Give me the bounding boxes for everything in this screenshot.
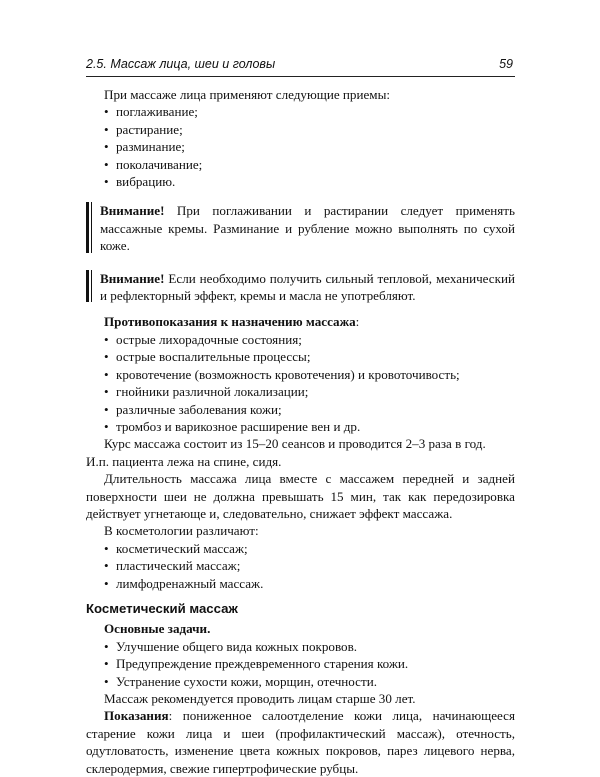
duration-paragraph: Длительность массажа лица вместе с массажем передней и задней поверхности шеи не должна превышать 15 мин, так как передозировка действует угнетающе и, следовательно, снижает эффект массажа.	[86, 471, 515, 521]
list-item: • Устранение сухости кожи, морщин, отечности.	[104, 673, 377, 689]
bullet-icon: •	[104, 104, 109, 120]
page-number: 59	[499, 57, 513, 71]
bullet-icon: •	[104, 139, 109, 155]
list-item: • вибрацию.	[104, 174, 176, 190]
contraindications-list	[86, 331, 515, 435]
bullet-icon: •	[104, 418, 109, 434]
list-item: • растирание;	[104, 121, 183, 137]
list-item: • поколачивание;	[104, 156, 203, 172]
bullet-icon: •	[104, 656, 109, 672]
page-body	[86, 86, 515, 777]
intro-lead: При массаже лица применяют следующие приемы:	[104, 87, 391, 102]
bullet-icon: •	[104, 558, 109, 574]
list-item: • косметический массаж;	[104, 540, 248, 556]
position-line: И.п. пациента лежа на спине, сидя.	[86, 453, 282, 469]
list-item: • Предупреждение преждевременного старения кожи.	[104, 656, 409, 672]
bullet-icon: •	[104, 174, 109, 190]
tasks-list	[86, 638, 515, 690]
attention-note	[86, 202, 515, 254]
bullet-icon: •	[104, 331, 109, 347]
age-line: Массаж рекомендуется проводить лицам старше 30 лет.	[104, 691, 416, 706]
section-title-header: 2.5. Массаж лица, шеи и головы	[86, 57, 276, 71]
bullet-icon: •	[104, 673, 109, 689]
list-item: • поглаживание;	[104, 104, 198, 120]
note-text: Если необходимо получить сильный тепловой, механический и рефлекторный эффект, кремы и масла не употребляют.	[100, 270, 515, 304]
bullet-icon: •	[104, 540, 109, 556]
note-label: Внимание!	[100, 203, 165, 219]
bullet-icon: •	[104, 638, 109, 654]
list-item: • тромбоз и варикозное расширение вен и др.	[104, 418, 361, 434]
contraindications-heading: Противопоказания к назначению массажа:	[104, 314, 360, 330]
bullet-icon: •	[104, 121, 109, 137]
note-text: При поглаживании и растирании следует применять массажные кремы. Разминание и рубление можно выполнять по сухой коже.	[100, 203, 515, 254]
list-item: • острые воспалительные процессы;	[104, 349, 311, 365]
bullet-icon: •	[104, 156, 109, 172]
running-header	[86, 56, 515, 77]
bullet-icon: •	[104, 349, 109, 365]
list-item: • острые лихорадочные состояния;	[104, 331, 302, 347]
cosmetology-lead: В косметологии различают:	[104, 523, 259, 539]
list-item: • различные заболевания кожи;	[104, 401, 282, 417]
tasks-heading: Основные задачи.	[104, 621, 211, 637]
bullet-icon: •	[104, 575, 109, 591]
indications-label: Показания	[104, 708, 169, 724]
cosmetic-massage-title: Косметический массаж	[86, 600, 238, 616]
bullet-icon: •	[104, 401, 109, 417]
list-item: • гнойники различной локализации;	[104, 384, 309, 400]
attention-note	[86, 270, 515, 305]
massage-types-list	[86, 540, 515, 592]
note-bar	[91, 202, 92, 252]
list-item: • Улучшение общего вида кожных покровов.	[104, 638, 358, 654]
list-item: • кровотечение (возможность кровотечения) и кровоточивость;	[104, 366, 460, 382]
bullet-icon: •	[104, 366, 109, 382]
bullet-icon: •	[104, 384, 109, 400]
indications-text: : пониженное салоотделение кожи лица, начинающееся старение кожи лица и шеи (профилактический массаж), отечность, одутловатость, изменение цвета кожных покровов, парез лицевого нерва, склеродермия, свежие гипертрофические рубцы.	[86, 708, 515, 776]
list-item: • лимфодренажный массаж.	[104, 575, 264, 591]
note-bar	[86, 202, 89, 252]
course-line: Курс массажа состоит из 15–20 сеансов и проводится 2–3 раза в год.	[104, 436, 486, 452]
techniques-list	[86, 103, 515, 190]
note-bar	[86, 270, 89, 303]
note-bar	[91, 270, 92, 303]
note-label: Внимание!	[100, 270, 165, 286]
list-item: • разминание;	[104, 139, 185, 155]
list-item: • пластический массаж;	[104, 558, 241, 574]
indications-paragraph	[86, 707, 515, 777]
